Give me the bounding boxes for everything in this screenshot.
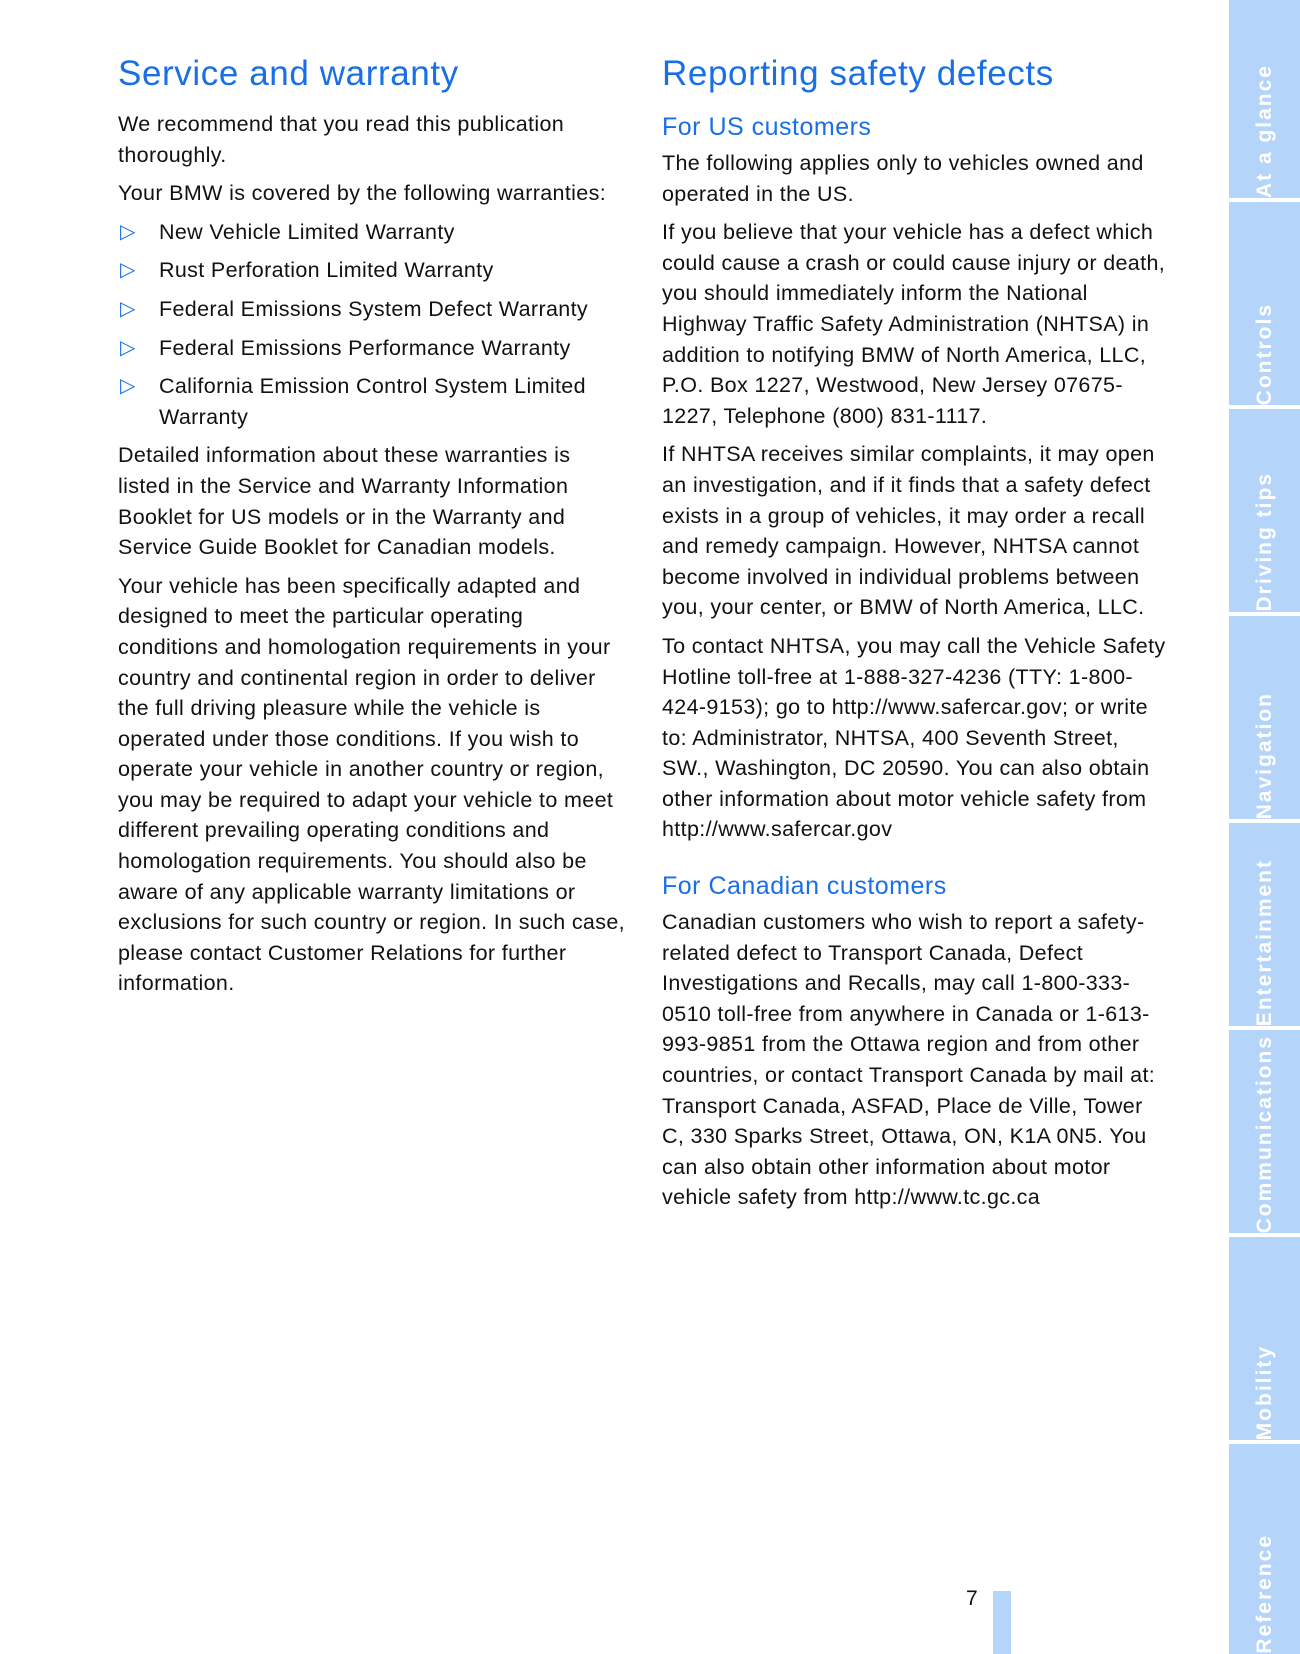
paragraph: To contact NHTSA, you may call the Vehicle Safety Hotline toll-free at 1-888-327-4236 (TTY: 1-800-424-9153); go to http://www.safercar.gov; or write to: Administrator, NHTSA, 400 Seventh Street, SW., Washington, DC 20590. You can also obtain other information about motor vehicle safety from http://www.safercar.gov bbox=[662, 633, 1166, 842]
list-item bbox=[118, 255, 626, 286]
page-marker-bar bbox=[993, 1591, 1011, 1654]
page-number: 7 bbox=[966, 1587, 978, 1610]
tab-label: Controls bbox=[1252, 302, 1276, 405]
list-item-text: Federal Emissions System Defect Warranty bbox=[159, 296, 588, 321]
tab-navigation[interactable] bbox=[1229, 616, 1300, 819]
tab-label: Reference bbox=[1252, 1534, 1276, 1654]
tab-label: Navigation bbox=[1252, 691, 1276, 819]
warranty-list bbox=[118, 217, 626, 433]
triangle-bullet-icon: ▷ bbox=[120, 259, 136, 282]
paragraph: We recommend that you read this publication thoroughly. bbox=[118, 112, 565, 167]
list-item bbox=[118, 217, 626, 248]
chapter-sidebar bbox=[1229, 0, 1300, 1654]
paragraph: If you believe that your vehicle has a defect which could cause a crash or could cause injury or death, you should immediately inform the National Highway Traffic Safety Administration (NHTSA) in addition to notifying BMW of North America, LLC, P.O. Box 1227, Westwood, New Jersey 07675-1227, Telephone (800) 831-1117. bbox=[662, 220, 1166, 428]
tab-reference[interactable] bbox=[1229, 1444, 1300, 1654]
list-item bbox=[118, 371, 626, 432]
triangle-bullet-icon: ▷ bbox=[120, 375, 136, 398]
tab-controls[interactable] bbox=[1229, 202, 1300, 405]
tab-communications[interactable] bbox=[1229, 1030, 1300, 1233]
service-warranty-section bbox=[118, 50, 626, 1007]
paragraph: Your BMW is covered by the following warranties: bbox=[118, 181, 607, 206]
tab-label: Driving tips bbox=[1252, 472, 1276, 612]
canadian-customers-heading: For Canadian customers bbox=[662, 872, 947, 901]
section-title: Service and warranty bbox=[118, 54, 459, 93]
tab-label: Mobility bbox=[1252, 1344, 1276, 1440]
tab-at-a-glance[interactable] bbox=[1229, 0, 1300, 198]
list-item-text: New Vehicle Limited Warranty bbox=[159, 219, 455, 244]
triangle-bullet-icon: ▷ bbox=[120, 297, 136, 320]
tab-label: At a glance bbox=[1252, 63, 1276, 198]
list-item-text: California Emission Control System Limited Warranty bbox=[159, 374, 586, 429]
list-item-text: Federal Emissions Performance Warranty bbox=[159, 335, 571, 360]
section-title: Reporting safety defects bbox=[662, 54, 1054, 93]
tab-label: Entertainment bbox=[1252, 858, 1276, 1026]
paragraph: Canadian customers who wish to report a safety-related defect to Transport Canada, Defect Investigations and Recalls, may call 1-800-333-0510 toll-free from anywhere in Canada or 1-613-993-9851 from the Ottawa region and from other countries, or contact Transport Canada by mail at: Transport Canada, ASFAD, Place de Ville, Tower C, 330 Sparks Street, Ottawa, ON, K1A 0N5. You can also obtain other information about motor vehicle safety from http://www.tc.gc.ca bbox=[662, 910, 1156, 1210]
tab-mobility[interactable] bbox=[1229, 1237, 1300, 1440]
list-item bbox=[118, 333, 626, 364]
paragraph: Your vehicle has been specifically adapted and designed to meet the particular operating conditions and homologation requirements in your country and continental region in order to deliver the full driving pleasure while the vehicle is operated under those conditions. If you wish to operate your vehicle in another country or region, you may be required to adapt your vehicle to meet different prevailing operating conditions and homologation requirements. You should also be aware of any applicable warranty limitations or exclusions for such country or region. In such case, please contact Customer Relations for further information. bbox=[118, 573, 625, 996]
tab-label: Communications bbox=[1252, 1034, 1276, 1233]
paragraph: If NHTSA receives similar complaints, it may open an investigation, and if it finds that a safety defect exists in a group of vehicles, it may order a recall and remedy campaign. However, NHTSA cannot become involved in individual problems between you, your center, or BMW of North America, LLC. bbox=[662, 442, 1155, 620]
us-customers-heading: For US customers bbox=[662, 113, 872, 141]
triangle-bullet-icon: ▷ bbox=[120, 220, 136, 243]
paragraph: The following applies only to vehicles owned and operated in the US. bbox=[662, 151, 1144, 206]
paragraph: Detailed information about these warranties is listed in the Service and Warranty Information Booklet for US models or in the Warranty and Service Guide Booklet for Canadian models. bbox=[118, 443, 571, 560]
safety-defects-section bbox=[662, 50, 1168, 1221]
tab-entertainment[interactable] bbox=[1229, 823, 1300, 1026]
triangle-bullet-icon: ▷ bbox=[120, 336, 136, 359]
tab-driving-tips[interactable] bbox=[1229, 409, 1300, 612]
list-item-text: Rust Perforation Limited Warranty bbox=[159, 258, 494, 283]
list-item bbox=[118, 294, 626, 325]
